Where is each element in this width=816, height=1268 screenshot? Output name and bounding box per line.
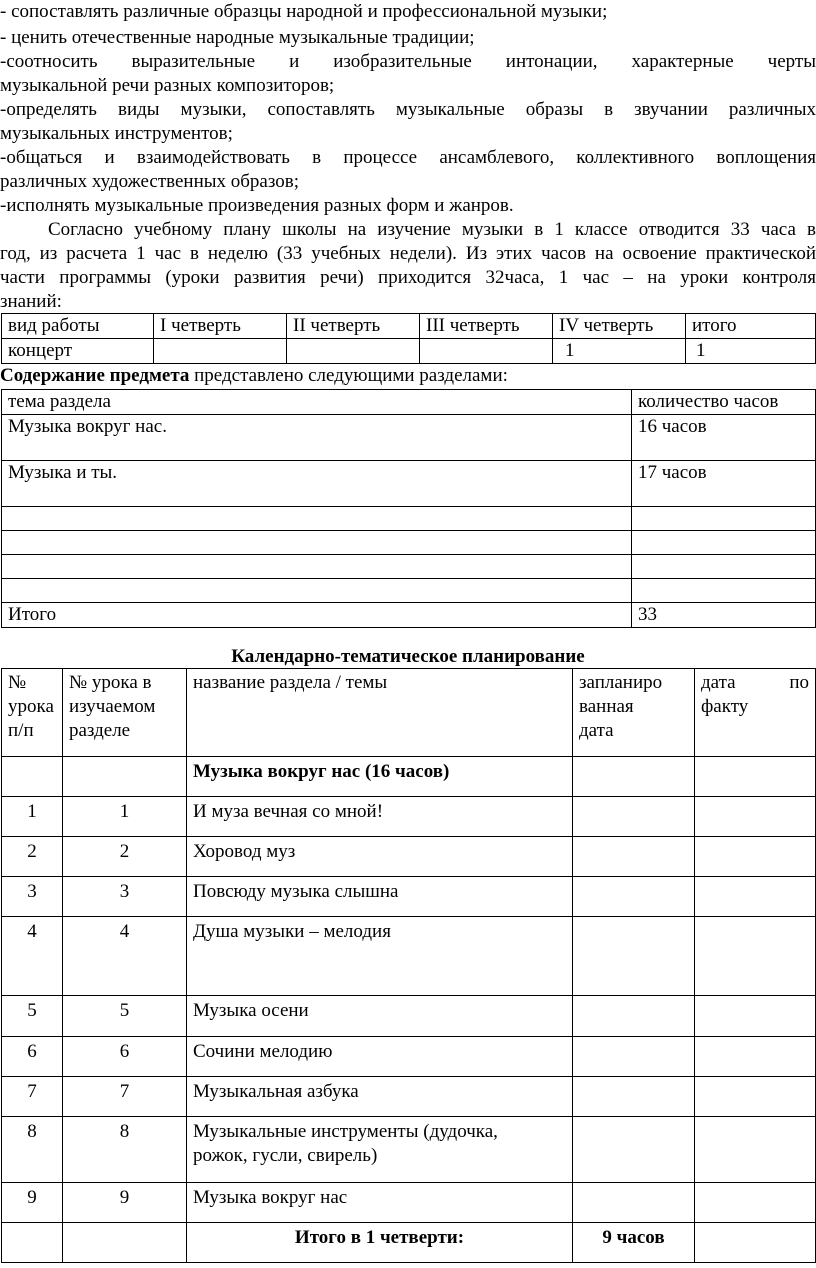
lesson-in-section: 1 [63,797,187,837]
control-table [1,313,816,364]
control-cell [154,339,287,364]
header-line: запланиро [579,672,663,693]
control-cell: 1 [686,339,816,364]
intro-line: -соотносить выразительные и изобразительные интонации, характерные черты [0,51,816,72]
calendar-row [2,1077,816,1117]
empty-cell [632,531,816,555]
intro-line: - сопоставлять различные образцы народной и профессиональной музыки; [0,1,608,22]
calendar-row [2,877,816,917]
lesson-topic-line: Музыкальные инструменты (дудочка, [193,1121,498,1142]
control-header-cell: вид работы [2,314,154,339]
lesson-topic-line: рожок, гусли, свирель) [193,1145,378,1166]
sections-empty-row [2,579,816,603]
empty-cell [2,531,632,555]
sections-header-cell: тема раздела [2,390,632,415]
calendar-header-row [2,669,816,757]
sections-empty-row [2,507,816,531]
control-row [2,339,816,364]
section-title: Музыка вокруг нас (16 часов) [187,757,573,797]
actual-date [695,1077,816,1117]
lesson-topic: И муза вечная со мной! [187,797,573,837]
intro-line: различных художественных образов; [0,171,300,192]
empty-cell [2,1223,63,1263]
plan-line: части программы (уроки развития речи) приходится 32часа, 1 час – на уроки контроля [0,267,816,288]
sections-cell: 17 часов [632,461,816,507]
header-line: ванная [579,696,634,717]
content-heading [0,364,816,388]
lesson-topic: Хоровод муз [187,837,573,877]
lesson-in-section: 4 [63,917,187,996]
quarter-total-label: Итого в 1 четверти: [187,1223,573,1263]
planned-date [573,1117,695,1183]
empty-cell [63,1223,187,1263]
empty-cell [2,507,632,531]
header-line: № урока в [69,672,152,693]
actual-date [695,917,816,996]
planned-date [573,1183,695,1223]
lesson-number: 6 [2,1037,63,1077]
lesson-topic: Музыка осени [187,996,573,1037]
header-lesson-in-section [63,669,187,757]
lesson-topic [187,1117,573,1183]
sections-total-value: 33 [632,603,816,628]
sections-total-row [2,603,816,628]
intro-line: музыкальной речи разных композиторов; [0,75,335,96]
calendar-title: Календарно-тематическое планирование [231,646,585,667]
intro-line: -общаться и взаимодействовать в процессе ансамблевого, коллективного воплощения [0,147,816,168]
lesson-in-section: 7 [63,1077,187,1117]
sections-header-row [2,390,816,415]
header-line: № [8,672,27,693]
intro-line: -определять виды музыки, сопоставлять музыкальные образы в звучании различных [0,99,816,120]
planned-date [573,797,695,837]
header-line: урока [8,696,54,717]
empty-cell [632,555,816,579]
lesson-topic: Музыкальная азбука [187,1077,573,1117]
sections-cell: Музыка и ты. [2,461,632,507]
lesson-in-section: 9 [63,1183,187,1223]
plan-line: Согласно учебному плану школы на изучение музыки в 1 классе отводится 33 часа в [48,219,816,240]
calendar-row [2,1037,816,1077]
header-topic: название раздела / темы [187,669,573,757]
planned-date [573,877,695,917]
calendar-total-row [2,1223,816,1263]
planned-date [573,837,695,877]
lesson-number: 1 [2,797,63,837]
control-cell [420,339,553,364]
control-cell: концерт [2,339,154,364]
lesson-in-section: 3 [63,877,187,917]
content-heading-bold: Содержание предмета [0,365,190,386]
plan-line: год, из расчета 1 час в неделю (33 учебных недели). Из этих часов на освоение практической [0,243,816,264]
empty-cell [632,507,816,531]
control-header-cell: IV четверть [553,314,686,339]
control-header-cell: III четверть [420,314,553,339]
empty-cell [2,579,632,603]
header-line: разделе [69,720,131,741]
sections-table [1,389,816,628]
lesson-topic: Душа музыки – мелодия [187,917,573,996]
lesson-in-section: 6 [63,1037,187,1077]
header-line: изучаемом [69,696,156,717]
actual-date [695,1117,816,1183]
intro-line: музыкальных инструментов; [0,123,233,144]
calendar-row [2,1183,816,1223]
header-line: дата [579,720,614,741]
lesson-topic: Музыка вокруг нас [187,1183,573,1223]
sections-header-cell: количество часов [632,390,816,415]
sections-empty-row [2,531,816,555]
calendar-section-row [2,757,816,797]
actual-date [695,1037,816,1077]
header-word: по [789,672,809,693]
sections-row [2,461,816,507]
lesson-number: 8 [2,1117,63,1183]
calendar-row [2,837,816,877]
lesson-number: 5 [2,996,63,1037]
quarter-total-value: 9 часов [573,1223,695,1263]
header-lesson-number [2,669,63,757]
planned-date [573,996,695,1037]
calendar-row [2,797,816,837]
header-actual-date [695,669,816,757]
empty-cell [2,757,63,797]
lesson-number: 7 [2,1077,63,1117]
intro-line: - ценить отечественные народные музыкальные традиции; [0,27,475,48]
control-header-cell: итого [686,314,816,339]
intro-line: -исполнять музыкальные произведения разных форм и жанров. [0,195,514,216]
lesson-topic: Сочини мелодию [187,1037,573,1077]
lesson-number: 2 [2,837,63,877]
empty-cell [632,579,816,603]
plan-line: знаний: [0,291,62,312]
header-line [701,671,809,695]
sections-empty-row [2,555,816,579]
header-word: дата [701,672,736,693]
calendar-row [2,1117,816,1183]
empty-cell [63,757,187,797]
lesson-number: 4 [2,917,63,996]
planned-date [573,917,695,996]
planned-date [573,1077,695,1117]
lesson-in-section: 2 [63,837,187,877]
control-cell: 1 [553,339,686,364]
sections-row [2,415,816,461]
lesson-in-section: 5 [63,996,187,1037]
header-planned-date [573,669,695,757]
empty-cell [695,757,816,797]
actual-date [695,837,816,877]
sections-cell: 16 часов [632,415,816,461]
empty-cell [573,757,695,797]
actual-date [695,797,816,837]
planned-date [573,1037,695,1077]
lesson-topic: Повсюду музыка слышна [187,877,573,917]
control-cell [287,339,420,364]
empty-cell [695,1223,816,1263]
control-header-row [2,314,816,339]
control-header-cell: I четверть [154,314,287,339]
calendar-table [1,668,816,1263]
actual-date [695,996,816,1037]
content-heading-rest: представлено следующими разделами: [189,365,508,386]
actual-date [695,1183,816,1223]
sections-cell: Музыка вокруг нас. [2,415,632,461]
sections-total-label: Итого [2,603,632,628]
calendar-row [2,917,816,996]
empty-cell [2,555,632,579]
lesson-number: 9 [2,1183,63,1223]
header-line: факту [701,696,749,717]
lesson-in-section: 8 [63,1117,187,1183]
header-line: п/п [8,720,34,741]
lesson-number: 3 [2,877,63,917]
control-header-cell: II четверть [287,314,420,339]
calendar-row [2,996,816,1037]
actual-date [695,877,816,917]
